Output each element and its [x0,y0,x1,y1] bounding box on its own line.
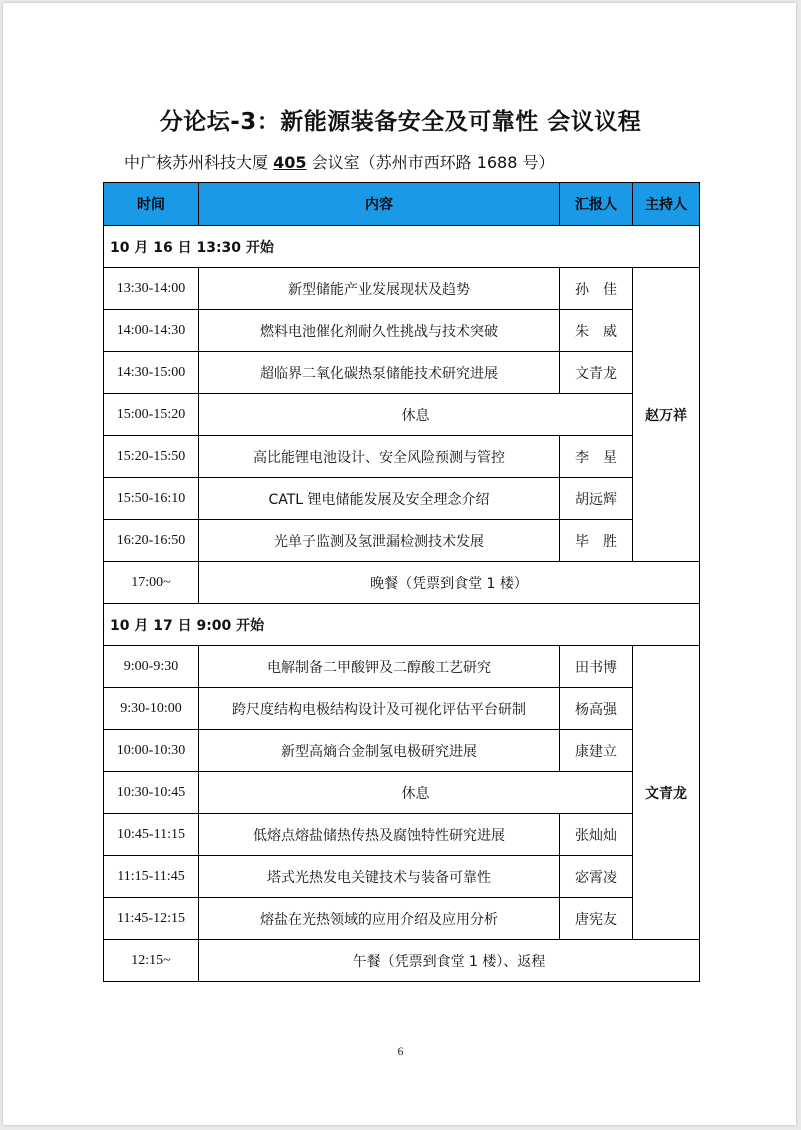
table-row [104,730,700,772]
session-speaker: 胡远辉 [560,478,633,520]
table-row [104,352,700,394]
session-time: 9:00-9:30 [104,646,199,688]
session-speaker: 康建立 [560,730,633,772]
session-content: 新型高熵合金制氢电极研究进展 [199,730,560,772]
session-content: 超临界二氧化碳热泵储能技术研究进展 [199,352,560,394]
break-label: 休息 [199,394,633,436]
session-content: CATL 锂电储能发展及安全理念介绍 [199,478,560,520]
session-content: 低熔点熔盐储热传热及腐蚀特性研究进展 [199,814,560,856]
session-content: 高比能锂电池设计、安全风险预测与管控 [199,436,560,478]
session-content: 新型储能产业发展现状及趋势 [199,268,560,310]
table-row [104,310,700,352]
session-time: 10:45-11:15 [104,814,199,856]
session-speaker: 李 星 [560,436,633,478]
venue-prefix: 中广核苏州科技大厦 [124,153,269,172]
header-row [104,183,700,226]
session-speaker: 毕 胜 [560,520,633,562]
meal-label: 晚餐（凭票到食堂 1 楼） [199,562,700,604]
day-row [104,604,700,646]
session-time: 14:30-15:00 [104,352,199,394]
header-content: 内容 [199,183,560,226]
session-content: 光单子监测及氢泄漏检测技术发展 [199,520,560,562]
session-time: 14:00-14:30 [104,310,199,352]
table-row [104,688,700,730]
page-number: 6 [397,1044,404,1058]
day1-label: 10 月 16 日 13:30 开始 [104,226,700,268]
table-row [104,856,700,898]
session-content: 电解制备二甲酸钾及二醇酸工艺研究 [199,646,560,688]
break-row [104,772,700,814]
session-speaker: 宓霄凌 [560,856,633,898]
venue-room: 405 [273,153,307,172]
table-row [104,898,700,940]
session-time: 11:15-11:45 [104,856,199,898]
table-row [104,520,700,562]
meal-row [104,940,700,982]
session-time: 15:20-15:50 [104,436,199,478]
meal-row [104,562,700,604]
header-host: 主持人 [633,183,700,226]
header-speaker: 汇报人 [560,183,633,226]
table-row [104,436,700,478]
session-time: 9:30-10:00 [104,688,199,730]
break-time: 15:00-15:20 [104,394,199,436]
session-speaker: 朱 威 [560,310,633,352]
session-content: 塔式光热发电关键技术与装备可靠性 [199,856,560,898]
day1-host: 赵万祥 [633,268,700,562]
meal-time: 17:00~ [104,562,199,604]
session-content: 跨尺度结构电极结构设计及可视化评估平台研制 [199,688,560,730]
session-time: 16:20-16:50 [104,520,199,562]
venue-line [124,150,555,173]
session-speaker: 张灿灿 [560,814,633,856]
day-row [104,226,700,268]
page-title: 分论坛-3：新能源装备安全及可靠性 会议议程 [159,109,642,135]
agenda-table [103,182,700,982]
break-row [104,394,700,436]
session-speaker: 孙 佳 [560,268,633,310]
session-content: 燃料电池催化剂耐久性挑战与技术突破 [199,310,560,352]
break-label: 休息 [199,772,633,814]
day2-host: 文青龙 [633,646,700,940]
session-speaker: 田书博 [560,646,633,688]
session-speaker: 杨高强 [560,688,633,730]
session-time: 10:00-10:30 [104,730,199,772]
meal-time: 12:15~ [104,940,199,982]
session-speaker: 唐宪友 [560,898,633,940]
header-time: 时间 [104,183,199,226]
break-time: 10:30-10:45 [104,772,199,814]
table-row [104,646,700,688]
venue-suffix: 会议室（苏州市西环路 1688 号） [311,153,555,172]
table-row [104,478,700,520]
session-speaker: 文青龙 [560,352,633,394]
table-row [104,814,700,856]
table-row [104,268,700,310]
session-content: 熔盐在光热领域的应用介绍及应用分析 [199,898,560,940]
session-time: 11:45-12:15 [104,898,199,940]
meal-label: 午餐（凭票到食堂 1 楼）、返程 [199,940,700,982]
session-time: 13:30-14:00 [104,268,199,310]
session-time: 15:50-16:10 [104,478,199,520]
day2-label: 10 月 17 日 9:00 开始 [104,604,700,646]
